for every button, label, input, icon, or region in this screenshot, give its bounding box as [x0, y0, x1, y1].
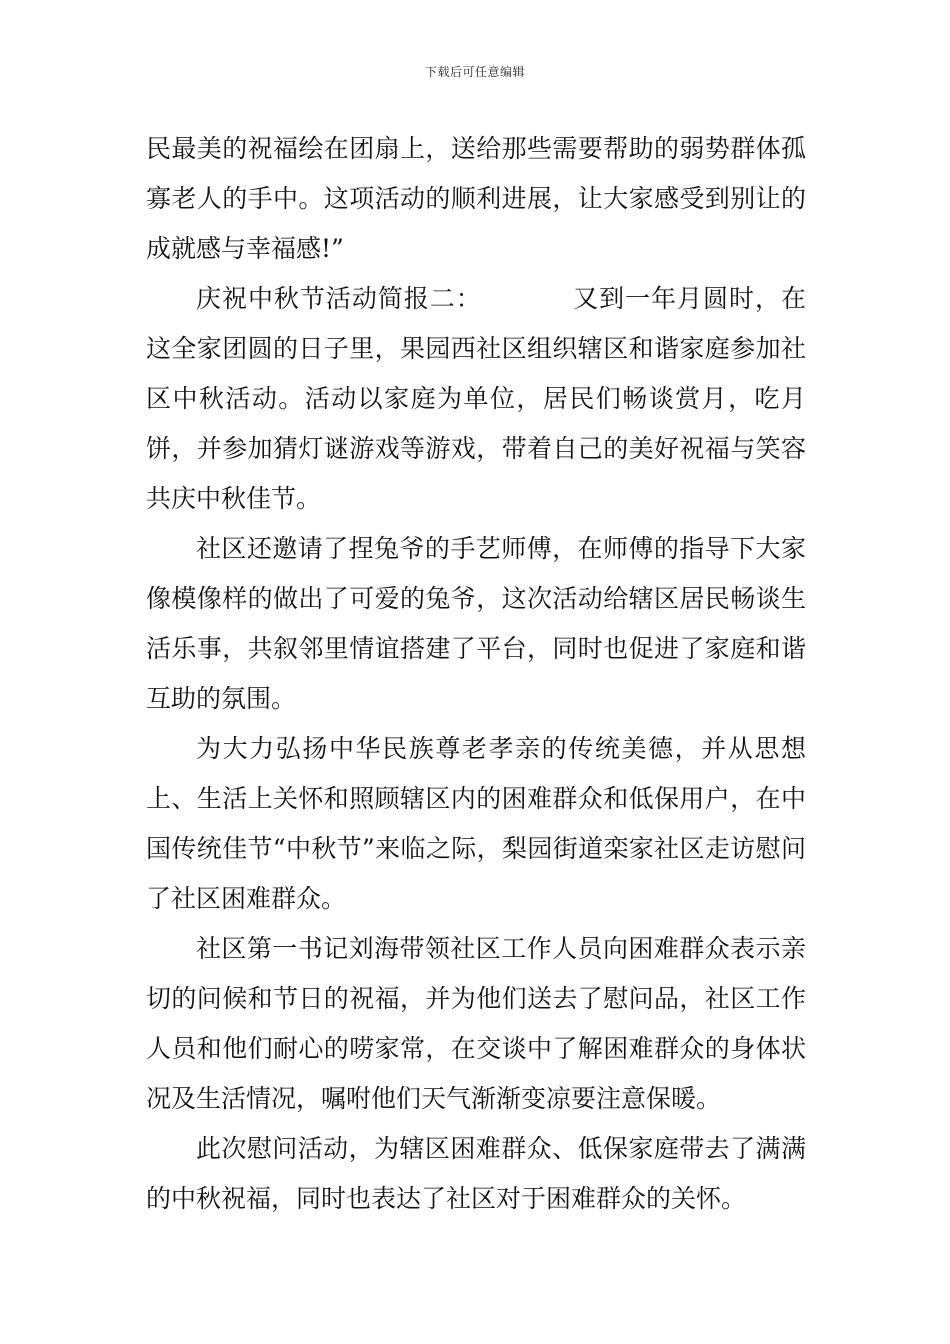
paragraph-secretary-visit: 社区第一书记刘海带领社区工作人员向困难群众表示亲切的问候和节日的祝福，并为他们送去了慰问品，社区工作人员和他们耐心的唠家常，在交谈中了解困难群众的身体状况及生活情况，嘱咐他们天气渐渐变凉要注意保暖。: [146, 934, 806, 1113]
paragraph-visit-intro: 为大力弘扬中华民族尊老孝亲的传统美德，并从思想上、生活上关怀和照顾辖区内的困难群众和低保用户，在中国传统佳节“中秋节”来临之际，梨园街道栾家社区走访慰问了社区困难群众。: [146, 734, 806, 913]
paragraph-rabbit-craft: 社区还邀请了捏兔爷的手艺师傅，在师傅的指导下大家像模像样的做出了可爱的兔爷，这次活动给辖区居民畅谈生活乐事，共叙邻里情谊搭建了平台，同时也促进了家庭和谐互助的氛围。: [146, 534, 806, 713]
paragraph-continuation: 民最美的祝福绘在团扇上，送给那些需要帮助的弱势群体孤寡老人的手中。这项活动的顺利进展，让大家感受到别让的成就感与幸福感!”: [146, 134, 806, 263]
paragraph-briefing-two: 庆祝中秋节活动简报二： 又到一年月圆时，在这全家团圆的日子里，果园西社区组织辖区和谐家庭参加社区中秋活动。活动以家庭为单位，居民们畅谈赏月，吃月饼，并参加猜灯谜游戏等游戏，带着自己的美好祝福与笑容共庆中秋佳节。: [146, 284, 806, 513]
document-body: [146, 124, 806, 1224]
page-header: 下载后可任意编辑: [424, 65, 525, 79]
paragraph-conclusion: 此次慰问活动，为辖区困难群众、低保家庭带去了满满的中秋祝福，同时也表达了社区对于困难群众的关怀。: [146, 1134, 806, 1213]
